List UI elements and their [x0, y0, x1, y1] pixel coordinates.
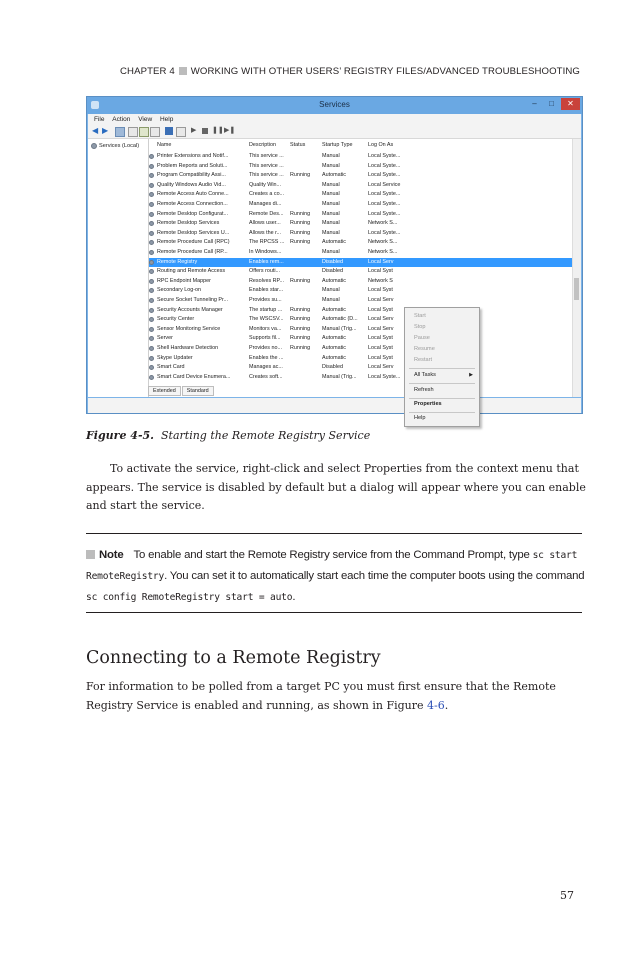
table-cell: Creates soft...: [249, 373, 283, 380]
table-cell: Automatic: [322, 354, 346, 361]
table-cell: Manual: [322, 297, 340, 303]
forward-icon[interactable]: ▶: [102, 126, 109, 135]
context-menu-stop[interactable]: Stop: [414, 324, 426, 330]
table-cell: Disabled: [322, 268, 343, 275]
table-row[interactable]: [149, 162, 573, 172]
gear-icon: [91, 143, 97, 149]
context-menu-divider: [409, 368, 475, 369]
table-cell: Local Syst: [368, 335, 393, 342]
table-cell: Local Syst: [368, 287, 393, 294]
properties-icon[interactable]: [176, 127, 186, 137]
column-header-status[interactable]: Status: [290, 142, 306, 148]
table-cell: Automatic: [322, 239, 346, 246]
paragraph-2-end: .: [444, 698, 449, 712]
table-cell: Local Syste...: [368, 191, 401, 198]
section-heading: Connecting to a Remote Registry: [86, 648, 381, 668]
table-row[interactable]: [149, 296, 573, 306]
table-cell: Automatic: [322, 172, 346, 179]
gear-icon: [149, 269, 154, 274]
table-row[interactable]: [149, 181, 573, 191]
gear-icon: [149, 164, 154, 169]
gear-icon: [149, 192, 154, 197]
note-label: Note: [99, 549, 124, 561]
window-titlebar: [87, 97, 582, 114]
table-cell: Local Syste...: [368, 172, 401, 179]
table-cell: Secure Socket Tunneling Pr...: [157, 297, 229, 303]
gear-icon: [149, 183, 154, 188]
table-cell: Running: [290, 220, 311, 227]
table-row[interactable]: [149, 373, 573, 383]
page-number: 57: [560, 889, 574, 902]
table-cell: RPC Endpoint Mapper: [157, 277, 211, 284]
body-paragraph-2: [86, 678, 586, 715]
table-cell: Running: [290, 316, 311, 323]
table-row[interactable]: [149, 363, 573, 373]
column-header-description[interactable]: Description: [249, 142, 276, 148]
note-text-2: . You can set it to automatically start each time the computer boots using the command: [164, 570, 585, 582]
submenu-arrow-icon: ▶: [469, 372, 473, 378]
table-cell: Running: [290, 277, 311, 284]
figure-link[interactable]: 4-6: [427, 698, 445, 712]
table-cell: Automatic: [322, 277, 346, 284]
menu-help[interactable]: Help: [159, 116, 174, 123]
column-header-startup-type[interactable]: Startup Type: [322, 142, 353, 148]
table-cell: This service ...: [249, 162, 284, 169]
table-cell: Monitors va...: [249, 325, 282, 332]
table-cell: Provides no...: [249, 345, 282, 351]
table-cell: Network S...: [368, 239, 398, 246]
table-cell: Automatic: [322, 306, 346, 313]
table-cell: The RPCSS ...: [249, 239, 285, 246]
table-cell: Shell Hardware Detection: [157, 345, 219, 351]
window-controls: [527, 98, 580, 110]
table-cell: Routing and Remote Access: [157, 268, 226, 275]
table-cell: Remote Des...: [249, 210, 284, 217]
table-cell: In Windows...: [249, 249, 282, 255]
content-area: [88, 139, 581, 421]
table-cell: Problem Reports and Soluti...: [157, 162, 228, 169]
table-cell: Allows user...: [249, 220, 281, 227]
table-cell: Automatic (D...: [322, 316, 358, 323]
column-header-name[interactable]: Name: [157, 142, 172, 148]
table-cell: Manual: [322, 181, 340, 188]
table-cell: Enables rem...: [249, 258, 284, 265]
back-icon[interactable]: ◀: [92, 126, 99, 135]
table-row[interactable]: [149, 210, 573, 220]
table-row[interactable]: [149, 267, 573, 277]
table-cell: Remote Desktop Configurat...: [157, 210, 229, 217]
figure-label: Figure 4-5.: [86, 429, 155, 442]
gear-icon: [149, 231, 154, 236]
status-bar: [88, 398, 581, 413]
gear-icon: [149, 173, 154, 178]
table-cell: Running: [290, 325, 311, 332]
gear-icon: [149, 317, 154, 322]
context-menu-divider: [409, 412, 475, 413]
table-cell: Creates a co...: [249, 191, 285, 198]
table-cell: Local Serv: [368, 364, 394, 371]
table-cell: Manual: [322, 249, 340, 255]
table-cell: Skype Updater: [157, 354, 193, 361]
table-row[interactable]: [149, 171, 573, 181]
table-row[interactable]: [149, 248, 573, 258]
context-menu-start[interactable]: Start: [414, 313, 426, 319]
context-menu-divider: [409, 398, 475, 399]
close-icon[interactable]: ✕: [561, 98, 580, 110]
console-tree: [88, 139, 149, 397]
table-cell: Manual: [322, 229, 340, 236]
gear-icon: [149, 356, 154, 361]
table-cell: Local Syst: [368, 268, 393, 275]
table-cell: Automatic: [322, 335, 346, 342]
menu-file[interactable]: File: [94, 116, 105, 123]
table-cell: Program Compatibility Assi...: [157, 172, 226, 179]
view-tabs: [148, 386, 215, 397]
help-icon[interactable]: [165, 127, 173, 135]
table-cell: Network S...: [368, 220, 398, 227]
table-cell: Printer Extensions and Notif...: [157, 153, 229, 159]
table-cell: Manual (Trig...: [322, 373, 357, 380]
context-menu-divider: [409, 383, 475, 384]
export-icon[interactable]: [150, 127, 160, 137]
scrollbar-thumb[interactable]: [574, 278, 579, 300]
table-cell: Local Syst: [368, 354, 393, 361]
context-menu-help[interactable]: Help: [414, 415, 426, 421]
table-row[interactable]: [149, 354, 573, 364]
running-head: [0, 66, 580, 77]
note-box: [86, 545, 586, 608]
table-cell: Manages ac...: [249, 364, 283, 371]
note-bottom-rule: [86, 612, 582, 613]
table-cell: Disabled: [322, 258, 343, 265]
table-cell: Running: [290, 335, 311, 342]
table-cell: Automatic: [322, 345, 346, 351]
gear-icon: [149, 375, 154, 380]
table-cell: Manual: [322, 220, 340, 227]
gear-icon: [149, 250, 154, 255]
table-cell: Local Serv: [368, 297, 394, 303]
table-cell: Local Service: [368, 181, 401, 188]
table-cell: Smart Card Device Enumera...: [157, 373, 231, 380]
tab-extended[interactable]: Extended: [148, 386, 181, 396]
vertical-scrollbar[interactable]: [572, 139, 581, 397]
restart-icon[interactable]: ▶❚: [224, 127, 236, 134]
table-row[interactable]: [149, 229, 573, 239]
context-menu-pause[interactable]: Pause: [414, 335, 430, 341]
context-menu-all-tasks[interactable]: All Tasks: [414, 372, 436, 378]
square-separator-icon: [179, 67, 187, 75]
table-cell: Local Serv: [368, 325, 394, 332]
table-cell: Manual: [322, 153, 340, 159]
gear-icon: [149, 365, 154, 370]
table-cell: Sensor Monitoring Service: [157, 325, 221, 332]
table-cell: Local Syste...: [368, 373, 401, 380]
table-row[interactable]: [149, 219, 573, 229]
tab-standard[interactable]: Standard: [182, 386, 214, 396]
table-cell: Manual (Trig...: [322, 325, 357, 332]
table-cell: Local Syste...: [368, 153, 401, 159]
table-row[interactable]: [149, 238, 573, 248]
table-cell: Network S: [368, 277, 393, 284]
table-cell: Manual: [322, 201, 340, 207]
table-cell: Quality Win...: [249, 181, 282, 188]
window-title: Services: [319, 100, 350, 109]
table-cell: Secondary Log-on: [157, 287, 202, 294]
table-row[interactable]: [149, 315, 573, 325]
table-row[interactable]: [149, 200, 573, 210]
table-cell: Local Syst: [368, 306, 393, 313]
context-menu-resume[interactable]: Resume: [414, 346, 435, 352]
menu-bar: [88, 114, 581, 125]
table-cell: Local Serv: [368, 258, 394, 265]
menu-action[interactable]: Action: [112, 116, 131, 123]
square-bullet-icon: [86, 550, 95, 559]
table-cell: Manual: [322, 210, 340, 217]
tree-node-label: Services (Local): [99, 143, 140, 149]
minimize-icon[interactable]: –: [532, 99, 537, 108]
table-cell: Security Center: [157, 316, 195, 323]
gear-icon: [149, 212, 154, 217]
note-text-1: To enable and start the Remote Registry service from the Command Prompt, type: [133, 549, 530, 561]
gear-icon: [149, 327, 154, 332]
table-row[interactable]: [149, 258, 573, 268]
table-cell: Allows the r...: [249, 229, 282, 236]
gear-icon: [149, 260, 154, 265]
table-cell: Security Accounts Manager: [157, 306, 223, 313]
context-menu: [404, 307, 480, 427]
table-cell: Running: [290, 172, 311, 179]
gear-icon: [149, 279, 154, 284]
table-row[interactable]: [149, 286, 573, 296]
table-cell: Local Serv: [368, 316, 394, 323]
table-cell: Manual: [322, 162, 340, 169]
tree-node-services-local[interactable]: [91, 143, 139, 149]
table-row[interactable]: [149, 277, 573, 287]
table-cell: Manual: [322, 191, 340, 198]
gear-icon: [149, 308, 154, 313]
table-cell: Disabled: [322, 364, 343, 371]
table-cell: Smart Card: [157, 364, 185, 371]
column-headers: [149, 142, 573, 151]
table-cell: Local Syste...: [368, 162, 401, 169]
table-row[interactable]: [149, 334, 573, 344]
maximize-icon[interactable]: □: [549, 99, 554, 108]
refresh-icon[interactable]: [139, 127, 149, 137]
table-cell: The startup ...: [249, 306, 283, 313]
note-code-2: sc config RemoteRegistry start = auto: [86, 592, 293, 603]
gear-icon: [149, 346, 154, 351]
pause-icon[interactable]: ❚❚: [212, 127, 224, 134]
chapter-label: CHAPTER 4: [120, 66, 175, 77]
note-text-3: .: [292, 591, 296, 603]
table-cell: Remote Registry: [157, 258, 198, 265]
context-menu-properties[interactable]: Properties: [414, 401, 442, 407]
gear-icon: [149, 336, 154, 341]
note-code-1: sc start RemoteRegistry: [86, 550, 578, 582]
table-cell: Running: [290, 239, 311, 246]
list-icon[interactable]: [128, 127, 138, 137]
context-menu-refresh[interactable]: Refresh: [414, 387, 434, 393]
table-cell: Network S...: [368, 249, 398, 255]
gear-icon: [149, 288, 154, 293]
table-cell: Local Syste...: [368, 201, 401, 207]
table-cell: Provides su...: [249, 297, 282, 303]
table-cell: Resolves RP...: [249, 277, 284, 284]
table-cell: Remote Access Connection...: [157, 201, 228, 207]
figure-caption-text: Starting the Remote Registry Service: [161, 429, 371, 442]
gear-icon: [149, 221, 154, 226]
table-cell: Running: [290, 345, 311, 351]
table-cell: Remote Procedure Call (RPC): [157, 239, 230, 246]
gear-icon: [149, 240, 154, 245]
paragraph-2-text: For information to be polled from a target PC you must first ensure that the Remote Registry Service is enabled and running, as shown in Figure: [86, 680, 556, 712]
table-cell: This service ...: [249, 153, 284, 159]
table-cell: Remote Desktop Services: [157, 220, 220, 227]
table-row[interactable]: [149, 325, 573, 335]
table-cell: Manual: [322, 287, 340, 294]
table-cell: Enables the ...: [249, 354, 284, 361]
table-cell: Quality Windows Audio Vid...: [157, 181, 226, 188]
table-cell: This service ...: [249, 172, 284, 179]
table-cell: Server: [157, 335, 173, 342]
table-cell: The WSCSV...: [249, 316, 284, 323]
gear-icon: [149, 202, 154, 207]
figure-caption: [86, 429, 370, 442]
console-tree-icon[interactable]: [115, 127, 125, 137]
table-cell: Local Syst: [368, 345, 393, 351]
table-cell: Running: [290, 306, 311, 313]
menu-view[interactable]: View: [138, 116, 153, 123]
gear-icon: [149, 298, 154, 303]
table-cell: Supports fil...: [249, 335, 281, 342]
table-row[interactable]: [149, 306, 573, 316]
note-top-rule: [86, 533, 582, 534]
table-cell: Running: [290, 210, 311, 217]
table-cell: Running: [290, 229, 311, 236]
table-cell: Manages di...: [249, 201, 282, 207]
context-menu-restart[interactable]: Restart: [414, 357, 433, 363]
table-cell: Remote Desktop Services U...: [157, 229, 230, 236]
table-cell: Local Syste...: [368, 210, 401, 217]
table-cell: Enables star...: [249, 287, 284, 294]
gear-icon: [149, 154, 154, 159]
table-row[interactable]: [149, 190, 573, 200]
play-icon[interactable]: ▶: [191, 127, 197, 134]
table-row[interactable]: [149, 152, 573, 162]
table-cell: Remote Access Auto Conne...: [157, 191, 229, 198]
column-header-log-on-as[interactable]: Log On As: [368, 142, 394, 148]
toolbar: [88, 125, 581, 139]
services-window-screenshot: [86, 96, 583, 421]
table-row[interactable]: [149, 344, 573, 354]
table-cell: Remote Procedure Call (RP...: [157, 249, 228, 255]
stop-icon[interactable]: [202, 128, 208, 134]
table-cell: Local Syste...: [368, 229, 401, 236]
services-list: [149, 139, 573, 397]
table-cell: Offers routi...: [249, 268, 281, 275]
body-paragraph-1: To activate the service, right-click and select Properties from the context menu that appears. The service is disabled by default but a dialog will appear where you can enable and start the service.: [86, 462, 586, 512]
chapter-title: WORKING WITH OTHER USERS’ REGISTRY FILES/ADVANCED TROUBLESHOOTING: [190, 66, 580, 77]
